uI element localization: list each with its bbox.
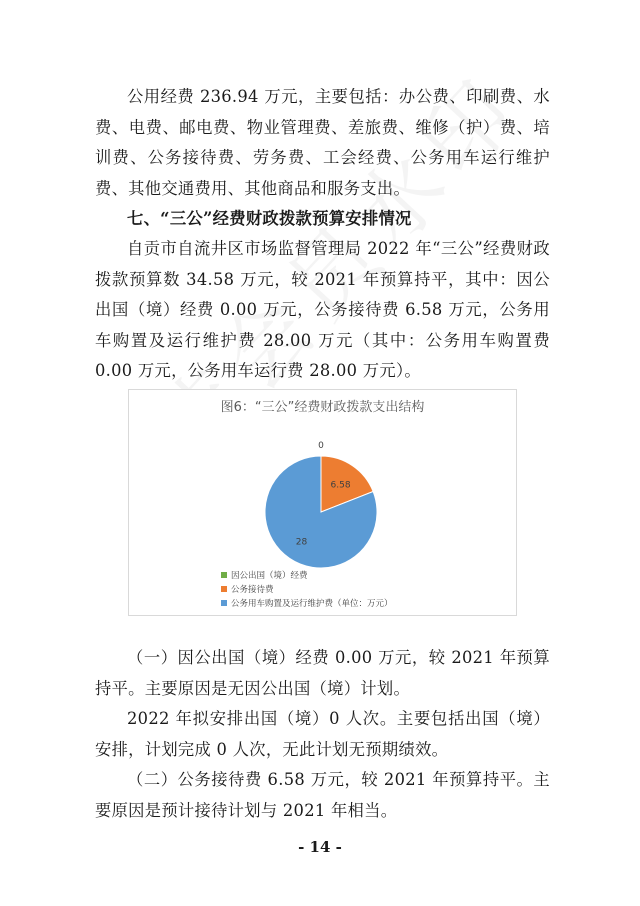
paragraph-reception-expenses: （二）公务接待费 6.58 万元，较 2021 年预算持平。主要原因是预计接待计划与 2021 年相当。 bbox=[95, 770, 550, 820]
section-heading: 七、“三公”经费财政拨款预算安排情况 bbox=[127, 209, 412, 228]
legend-swatch bbox=[221, 572, 227, 578]
legend-swatch bbox=[221, 586, 227, 592]
legend-label: 公务用车购置及运行维护费（单位：万元） bbox=[231, 599, 393, 609]
chart-title: 图6：“三公”经费财政拨款支出结构 bbox=[220, 400, 425, 415]
pie-data-label-2: 28 bbox=[295, 537, 308, 548]
paragraph-three-public-budget: 自贡市自流井区市场监督管理局 2022 年“三公”经费财政拨款预算数 34.58 万元，较 2021 年预算持平，其中：因公出国（境）经费 0.00 万元，公务接待费 6.58 万元，公务用车购置及运行维护费 28.00 万元（其中：公务用车购置费 0.00 万元，公务用车运行费 28.00 万元）。 bbox=[95, 239, 550, 380]
pie-chart-figure bbox=[128, 389, 517, 616]
legend-label: 公务接待费 bbox=[231, 585, 274, 595]
legend-item-0 bbox=[221, 568, 393, 582]
page-number: - 14 - bbox=[298, 838, 342, 856]
legend-swatch bbox=[221, 600, 227, 606]
legend-item-1 bbox=[221, 582, 393, 596]
pie-data-label-0: 0 bbox=[318, 441, 324, 451]
pie-chart bbox=[129, 410, 516, 585]
chart-legend bbox=[221, 568, 393, 610]
paragraph-public-expenses: 公用经费 236.94 万元，主要包括：办公费、印刷费、水费、电费、邮电费、物业管理费、差旅费、维修（护）费、培训费、公务接待费、劳务费、工会经费、公务用车运行维护费、其他交通费用、其他商品和服务支出。 bbox=[95, 87, 550, 198]
legend-label: 因公出国（境）经费 bbox=[231, 571, 308, 581]
legend-item-2 bbox=[221, 596, 393, 610]
paragraph-overseas-expenses: （一）因公出国（境）经费 0.00 万元，较 2021 年预算持平。主要原因是无因公出国（境）计划。 bbox=[95, 648, 550, 698]
pie-data-label-1: 6.58 bbox=[330, 480, 351, 491]
paragraph-overseas-plan: 2022 年拟安排出国（境）0 人次。主要包括出国（境）安排，计划完成 0 人次，无此计划无预期绩效。 bbox=[95, 709, 550, 759]
